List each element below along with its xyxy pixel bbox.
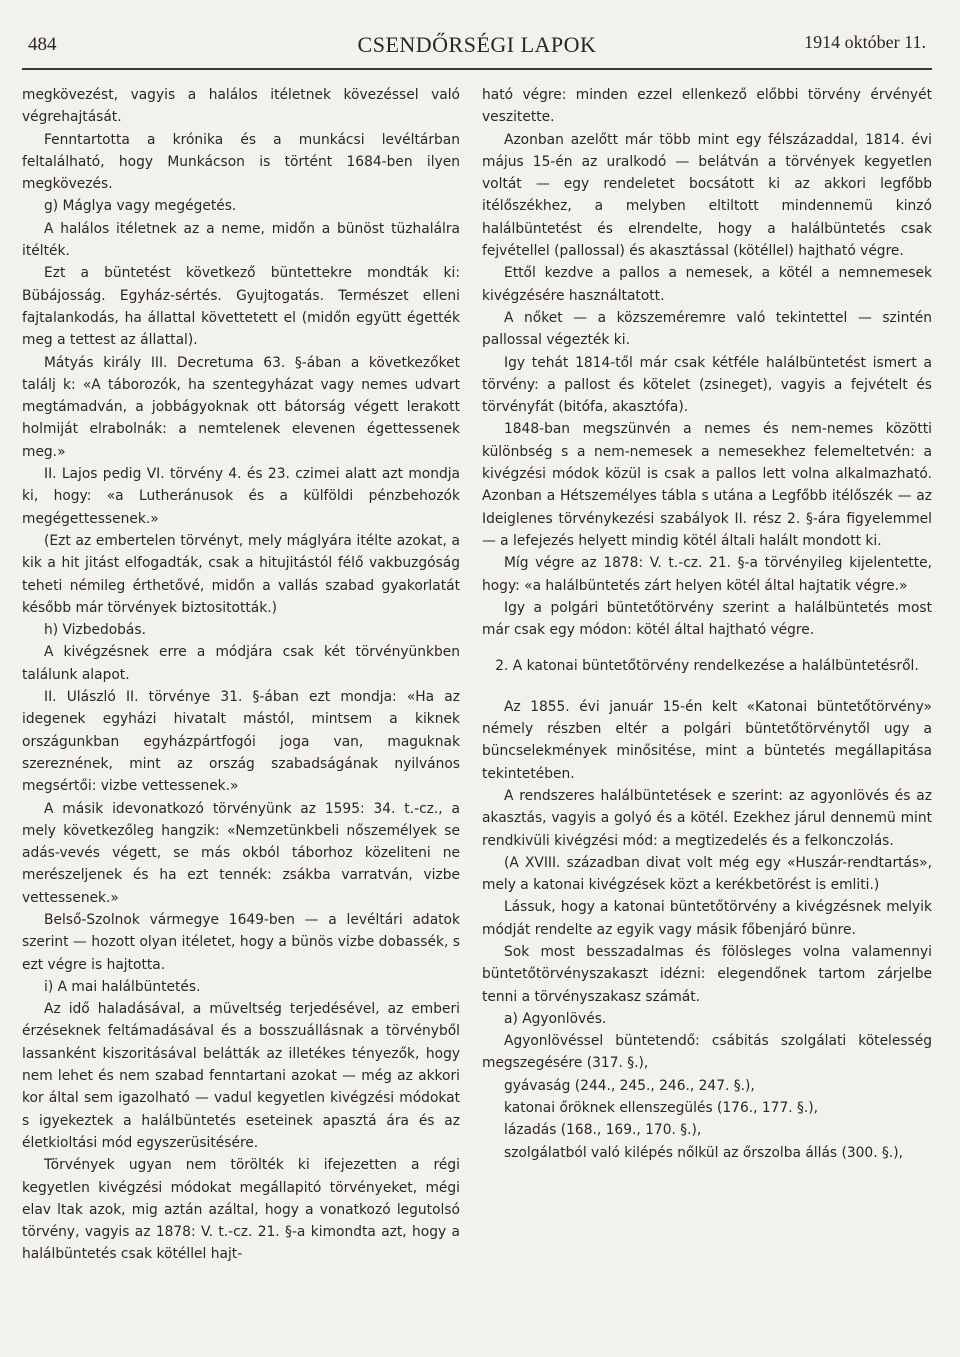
paragraph: Lássuk, hogy a katonai büntetőtörvény a kivégzésnek melyik módját rendelte az egyik vagy másik főbenjáró bünre.: [482, 899, 932, 938]
paragraph: 2. A katonai büntetőtörvény rendelkezése a halálbüntetésről.: [495, 658, 919, 675]
left-column: [22, 84, 460, 1266]
paragraph: 1848-ban megszünvén a nemes és nem-nemes közötti különbség s a nem-nemesek a nemesekhez felemeltetvén: a kivégzési módok közül is csak a pallos lett volna alkalmazható. Azonban a Hétszemélyes tábla s utána a Legfőbb itélőszék — az Ideiglenes törvénykezési szabályok II. rész 2. §-ára figyelemmel — a lefejezés helyett mindig kötél általi halált mondott ki.: [482, 421, 932, 549]
paragraph: a) Agyonlövés.: [504, 1010, 607, 1027]
paragraph: II. Lajos pedig VI. törvény 4. és 23. czimei alatt azt mondja ki, hogy: «a Lutheránusok és a külföldi pénzbehozók megégettessenek.»: [22, 466, 460, 527]
paragraph: lázadás (168., 169., 170. §.),: [504, 1122, 702, 1139]
paragraph: Mátyás király III. Decretuma 63. §-ában a következőket találj k: «A táborozók, ha szentegyházat vagy nemes udvart megtámadván, a jobbágyoknak ott bátorság végett lerakott holmiját elrabolnák: a nemtelenek elevenen égettessenek meg.»: [22, 354, 460, 460]
paragraph: Az idő haladásával, a müveltség terjedésével, az emberi érzéseknek feltámadásával és a bosszuállásnak a törvényből lassanként kiszoritásával belátták az illetékes tényezők, hogy nem lehet és nem szabad fenntartani azokat — még az akkori kor által sem igazolható — vadul kegyetlen kivégzési módokat s igyekeztek a halálbüntetés eseteinek apasztá ára és az életkioltási mód egyszerüsitésére.: [22, 1001, 460, 1151]
paragraph: Agyonlövéssel büntetendő: csábitás szolgálati kötelesség megszegésére (317. §.),: [482, 1033, 932, 1072]
paragraph: Azonban azelőtt már több mint egy félszázaddal, 1814. évi május 15-én az uralkodó — belátván a törvények kegyetlen voltát — egy rendeletet bocsátott ki az akkori legfőbb itélőszékhez, a melyben eltiltott mindennemü kinzó halálbüntetést és elrendelte, hogy a halálbüntetés csak fejvétellel (pallossal) és akasztással (kötéllel) hajtható végre.: [482, 131, 932, 260]
paragraph: g) Máglya vagy megégetés.: [44, 198, 237, 215]
paragraph: A nőket — a közszeméremre való tekintettel — szintén pallossal végezték ki.: [482, 309, 932, 349]
page-header: [22, 30, 932, 70]
paragraph: Belső-Szolnok vármegye 1649-ben — a levéltári adatok szerint — hozott olyan itéletet, hogy a bünös vizbe dobassék, s ezt végre is hajtotta.: [22, 911, 460, 973]
page-number: 484: [28, 34, 57, 55]
paragraph: szolgálatból való kilépés nőlkül az őrszolba állás (300. §.),: [504, 1144, 904, 1161]
paragraph: A másik idevonatkozó törvényünk az 1595: 34. t.-cz., a mely következőleg hangzik: «Nemzetünkbeli nőszemélyek se adás-vevés végett, se más okból táborhoz közeliteni ne merészeljenek és ha ezt tennék: zsákba varratván, vizbe vettessenek.»: [22, 800, 460, 906]
paragraph: (A XVIII. században divat volt még egy «Huszár-rendtartás», mely a katonai kivégzések közt a kerékbetörést is emliti.): [482, 854, 932, 894]
paragraph: II. Ulászló II. törvénye 31. §-ában ezt mondja: «Ha az idegenek egyházi hivatalt mástól, mintsem a kiknek országunkban egyházpártfogói joga van, maguknak szereznének, mint az ország szabadságának nyilvános megsértői: vizbe vettessenek.»: [22, 689, 460, 795]
paragraph: i) A mai halálbüntetés.: [44, 978, 201, 995]
paragraph: Fenntartotta a krónika és a munkácsi levéltárban feltalálható, hogy Munkácson is történt 1684-ben ilyen megkövezés.: [22, 131, 460, 193]
issue-date: 1914 október 11.: [804, 32, 926, 52]
paragraph: Míg végre az 1878: V. t.-cz. 21. §-a törvényileg kijelentette, hogy: «a halálbüntetés zárt helyen kötél által hajtatik végre.»: [482, 555, 932, 594]
paragraph: Igy a polgári büntetőtörvény szerint a halálbüntetés most már csak egy módon: kötél által hajtható végre.: [482, 599, 932, 639]
paragraph: (Ezt az embertelen törvényt, mely máglyára itélte azokat, a kik a hit jitást elfogadták, csak a hitujitástól félő vakbuzgóság teheti némileg érthetővé, midőn a vallás szabad gyakorlatát később már törvények biztositották.): [22, 532, 460, 616]
paragraph: A halálos itéletnek az a neme, midőn a bünöst tüzhalálra itélték.: [22, 220, 460, 260]
paragraph: katonai őröknek ellenszegülés (176., 177. §.),: [504, 1100, 819, 1117]
paragraph: Törvények ugyan nem törölték ki ifejezetten a régi kegyetlen kivégzési módokat megállapitó törvényeket, mégi elav ltak azok, mig aztán azáltal, hogy a vonatkozó legutolsó törvény, vagyis az 1878: V. t.-cz. 21. §-a kimondta azt, hogy a halálbüntetés csak kötéllel hajt-: [22, 1157, 460, 1263]
paragraph: megkövezést, vagyis a halálos itéletnek kövezéssel való végrehajtását.: [22, 87, 460, 126]
paragraph: h) Vizbedobás.: [44, 622, 146, 639]
paragraph: Az 1855. évi január 15-én kelt «Katonai büntetőtörvény» némely részben eltér a polgári büntetőtörvénytől ugy a büncselekmények minősitése, mint a büntetés megállapitása tekintetében.: [482, 698, 932, 782]
right-column: [482, 84, 932, 1164]
paragraph: Sok most besszadalmas és fölösleges volna valamennyi büntetőtörvényszakaszt idézni: elegendőnek tartom zárjelbe tenni a törvényszakasz számát.: [482, 943, 932, 1005]
paragraph: ható végre: minden ezzel ellenkező előbbi törvény érvényét veszitette.: [482, 87, 932, 126]
paragraph: Ezt a büntetést következő büntettekre mondták ki: Bübájosság. Egyház-sértés. Gyujtogatás. Természet elleni fajtalankodás, ha állattal követtetett el (midőn együtt égették meg a tettest az állattal).: [22, 265, 460, 349]
paragraph: Igy tehát 1814-től már csak kétféle halálbüntetést ismert a törvény: a pallost és kötelet (zsineget), vagyis a fejvételt és törvényfát (bitófa, akasztófa).: [482, 354, 932, 416]
paragraph: gyávaság (244., 245., 246., 247. §.),: [504, 1077, 755, 1094]
paragraph: Ettől kezdve a pallos a nemesek, a kötél a nemnemesek kivégzésére használtatott.: [482, 265, 932, 304]
paragraph: A rendszeres halálbüntetések e szerint: az agyonlövés és az akasztás, vagyis a golyó és a kötél. Ezekhez járul dennemü mint rendkivüli kivégzési mód: a megtizedelés és a felkonczolás.: [482, 787, 932, 849]
publication-title: CSENDŐRSÉGI LAPOK: [357, 32, 597, 57]
paragraph: A kivégzésnek erre a módjára csak két törvényünkben találunk alapot.: [22, 644, 460, 683]
